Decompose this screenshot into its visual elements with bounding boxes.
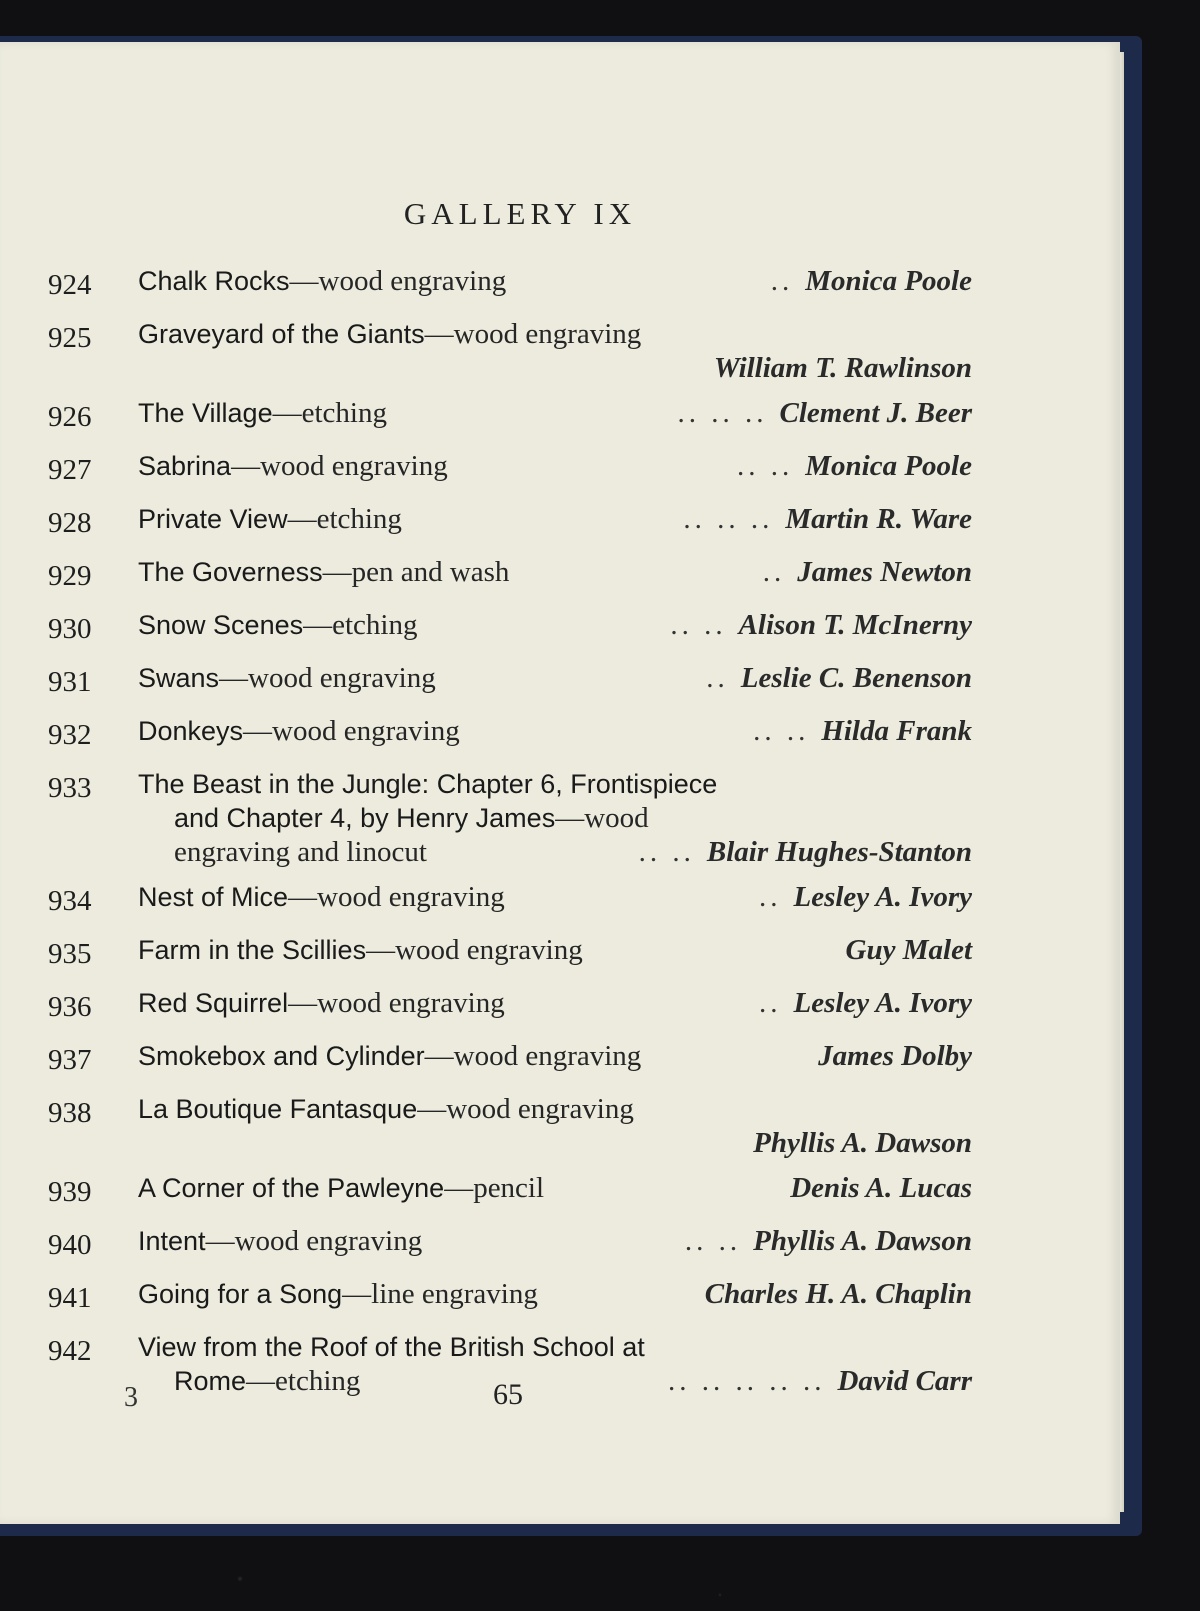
entry-artist: Phyllis A. Dawson <box>753 1225 972 1257</box>
entry-number: 934 <box>48 885 92 917</box>
dot-leader: .. <box>758 881 782 913</box>
entry-medium: —wood engraving <box>288 881 505 913</box>
entry-number: 931 <box>48 666 92 698</box>
catalogue-entry <box>48 502 972 540</box>
entry-number: 924 <box>48 269 92 301</box>
entry-title-continued: Rome <box>174 1366 247 1396</box>
entry-number: 930 <box>48 613 92 645</box>
entry-medium: —wood <box>555 802 649 834</box>
catalogue-entry <box>48 1224 972 1262</box>
catalogue-entry <box>48 264 972 302</box>
dot-leader: .. .. <box>638 836 695 868</box>
catalogue-entry <box>48 1171 972 1209</box>
entry-medium: —etching <box>303 609 418 641</box>
entry-title: Swans <box>138 663 220 693</box>
entry-artist: Guy Malet <box>845 934 972 966</box>
catalogue-entry <box>48 317 972 385</box>
catalogue-entry <box>48 1092 972 1160</box>
entry-artist: Lesley A. Ivory <box>793 987 972 1019</box>
entry-number: 928 <box>48 507 92 539</box>
entry-artist: Monica Poole <box>805 265 972 297</box>
entry-title: The Governess <box>138 557 323 587</box>
entry-title: Private View <box>138 504 288 534</box>
entry-medium: —wood engraving <box>366 934 583 966</box>
entry-artist: Martin R. Ware <box>785 503 972 535</box>
entry-medium: —wood engraving <box>424 318 642 350</box>
dot-leader: .. <box>762 556 786 588</box>
entry-medium: —wood engraving <box>219 662 436 694</box>
entry-medium-continued: engraving and linocut <box>174 836 427 868</box>
dot-leader: .. .. <box>753 715 810 747</box>
entry-artist: Hilda Frank <box>821 715 972 747</box>
entry-number: 941 <box>48 1282 92 1314</box>
entry-medium: —pencil <box>444 1172 545 1204</box>
catalogue-entry <box>48 1039 972 1077</box>
entry-artist: Clement J. Beer <box>779 397 972 429</box>
dot-leader: .. .. <box>684 1225 742 1257</box>
dot-leader: .. <box>770 265 794 297</box>
entry-number: 935 <box>48 938 92 970</box>
entry-number: 925 <box>48 322 92 354</box>
dot-leader: .. .. .. <box>677 397 768 429</box>
dot-leader: .. .. .. .. .. <box>667 1365 826 1397</box>
catalogue-entry <box>48 714 972 752</box>
entry-title: Donkeys <box>138 716 244 746</box>
entry-medium: —wood engraving <box>205 1225 423 1257</box>
entry-number: 929 <box>48 560 92 592</box>
entry-title: Graveyard of the Giants <box>138 319 425 349</box>
gallery-heading: GALLERY IX <box>403 196 637 231</box>
entry-number: 940 <box>48 1229 92 1261</box>
entry-title: Red Squirrel <box>138 988 289 1018</box>
entry-artist: James Newton <box>797 556 972 588</box>
entry-medium: —etching <box>272 397 387 429</box>
entry-title: Sabrina <box>138 451 232 481</box>
catalogue-entry <box>48 933 972 971</box>
entry-medium: —line engraving <box>342 1278 538 1310</box>
entry-artist: Lesley A. Ivory <box>793 881 972 913</box>
catalogue-entry <box>48 396 972 434</box>
entry-title: Farm in the Scillies <box>138 935 367 965</box>
entry-artist: Blair Hughes-Stanton <box>706 836 972 868</box>
entry-artist: Charles H. A. Chaplin <box>704 1278 972 1310</box>
dot-leader: .. <box>758 987 782 1019</box>
entry-title: Smokebox and Cylinder <box>138 1041 425 1071</box>
entry-artist: Alison T. McInerny <box>738 609 972 641</box>
entry-number: 938 <box>48 1097 92 1129</box>
dot-leader: .. <box>706 662 729 694</box>
page-number: 65 <box>493 1378 523 1411</box>
entry-medium: —wood engraving <box>417 1093 634 1125</box>
entry-title: Snow Scenes <box>138 610 304 640</box>
entry-medium: —wood engraving <box>289 265 507 297</box>
entry-medium: —etching <box>246 1365 361 1397</box>
entry-medium: —wood engraving <box>288 987 505 1019</box>
catalogue-entry <box>48 555 972 593</box>
catalogue-entry <box>48 449 972 487</box>
entry-medium: —pen and wash <box>322 556 510 588</box>
catalogue-entry <box>48 767 972 869</box>
entry-title: Nest of Mice <box>138 882 289 912</box>
entry-title-continued: and Chapter 4, by Henry James <box>174 803 556 833</box>
entry-number: 936 <box>48 991 92 1023</box>
entry-title: Intent <box>138 1226 206 1256</box>
book-page <box>0 42 1120 1524</box>
entry-number: 939 <box>48 1176 92 1208</box>
entry-artist: Denis A. Lucas <box>790 1172 972 1204</box>
entry-artist: William T. Rawlinson <box>713 352 972 384</box>
entry-title: View from the Roof of the British School at <box>138 1332 645 1362</box>
catalogue-list <box>48 264 972 1409</box>
signature-mark: 3 <box>124 1382 138 1413</box>
entry-number: 926 <box>48 401 92 433</box>
entry-number: 942 <box>48 1335 92 1367</box>
entry-medium: —wood engraving <box>424 1040 642 1072</box>
catalogue-entry <box>48 986 972 1024</box>
dot-leader: .. .. <box>737 450 794 482</box>
entry-number: 933 <box>48 772 92 804</box>
entry-artist: Monica Poole <box>805 450 972 482</box>
entry-medium: —wood engraving <box>231 450 448 482</box>
entry-number: 927 <box>48 454 92 486</box>
entry-number: 932 <box>48 719 92 751</box>
entry-artist: James Dolby <box>818 1040 972 1072</box>
entry-title: The Beast in the Jungle: Chapter 6, Frontispiece <box>138 769 718 799</box>
entry-medium: —etching <box>287 503 402 535</box>
catalogue-entry <box>48 661 972 699</box>
entry-artist: Phyllis A. Dawson <box>753 1127 972 1159</box>
catalogue-entry <box>48 880 972 918</box>
catalogue-entry <box>48 608 972 646</box>
dot-leader: .. .. .. <box>683 503 774 535</box>
entry-title: Going for a Song <box>138 1279 343 1309</box>
entry-medium: —wood engraving <box>243 715 460 747</box>
entry-title: A Corner of the Pawleyne <box>138 1173 445 1203</box>
entry-artist: David Carr <box>837 1365 972 1397</box>
entry-artist: Leslie C. Benenson <box>740 662 972 694</box>
entry-title: Chalk Rocks <box>138 266 290 296</box>
entry-title: La Boutique Fantasque <box>138 1094 418 1124</box>
entry-number: 937 <box>48 1044 92 1076</box>
catalogue-entry <box>48 1277 972 1315</box>
dot-leader: .. .. <box>670 609 727 641</box>
entry-title: The Village <box>138 398 273 428</box>
